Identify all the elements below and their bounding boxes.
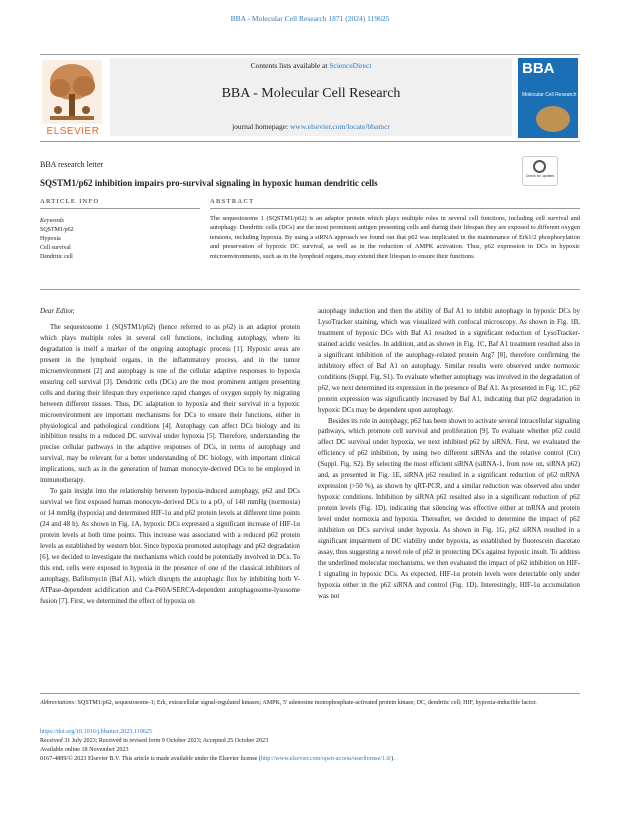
abbreviations-label: Abbreviations: [40,700,76,706]
doi-link[interactable]: https://doi.org/10.1016/j.bbamcr.2023.119625 [40,729,152,735]
check-for-updates-badge[interactable] [522,156,558,186]
license-link[interactable]: http://www.elsevier.com/open-access/userlicense/1.0/ [260,756,392,762]
copyright-prefix: 0167-4889/© 2023 Elsevier B.V. This article is made available under the Elsevier license ( [40,756,261,762]
homepage-line [110,122,512,131]
abstract-bottom-rule [40,289,580,290]
available-online: Available online 18 November 2023 [40,747,129,753]
keyword: SQSTM1/p62 [40,227,74,233]
contents-prefix: Contents lists available at [250,61,330,70]
keyword: Hypoxia [40,236,61,242]
abstract-heading: ABSTRACT [210,198,255,205]
running-header: BBA - Molecular Cell Research 1871 (2024) 119625 [230,14,390,23]
keyword: Dendritic cell [40,254,73,260]
journal-name: BBA - Molecular Cell Research [221,86,401,101]
body-paragraph: To gain insight into the relationship between hypoxia-induced autophagy, p62 and DCs survival we first exposed human monocyte-derived DCs to a pO₂ of 140 mmHg (normoxia) or 14 mmHg (hypoxia) and determined HIF-1α and p62 protein levels at different time points (24 and 48 h). As shown in Fig. 1A, hypoxic DCs expressed a significant increase of HIF-1α protein levels at both time points. This increase was associated with a reduced p62 protein levels as established by western blot. Since hypoxia promoted autophagy and p62 degradation [6], we decided to investigate the mechanisms which could be potentially involved in DCs. To this end, cells were exposed to hypoxia in the presence of one of the classical inhibitors of autophagy, Bafilomycin (Baf A1), which disrupts the autophagic flux by inhibiting both V-ATPase-dependent acidification and Ca-P60A/SERCA-dependent autophagosome-lysosome fusion [7]. First, we determined the effect of hypoxia on [40,488,300,605]
keywords-heading: Keywords [40,218,64,224]
check-updates-icon [533,160,546,173]
body-right-column [318,307,580,603]
body-paragraph: Besides its role in autophagy, p62 has been shown to activate several intracellular signaling pathways, which promote cell survival and proliferation [9]. To evaluate whether p62 could affect DC survival under hypoxia, we next inhibited p62 by siRNA. First, we evaluated the efficiency of p62 inhibition, by using two different siRNAs and the relative control (Ctr) (Suppl. Fig. S2). By selecting the most efficient siRNA (siRNA-1, from now on, siRNA p62) and, as presented in Fig. 1E, siRNA p62 resulted in a significant reduction of p62 mRNA expression (>50 %), as shown by qRT-PCR, and a similar reduction was observed also under hypoxic conditions. Inhibition by siRNA p62 resulted also in a significant reduction of p62 protein levels (Fig. 1D), indicating that silencing was effective either at mRNA and protein level under normoxia and hypoxia. Thereafter, we decided to determine the impact of p62 inhibition on DCs survival under hypoxia. As shown in Fig. 1G, p62 siRNA resulted in a significant impairment of DC viability under hypoxia, as established by fluorescein diacetate assay, thus suggesting a novel role of p62 in protecting DCs against hypoxic insult. To address the underlined molecular mechanisms, we then evaluated the impact of p62 inhibition on HIF-1 signaling in hypoxic DCs. As expected, HIF-1α protein levels were detectable only under hypoxia either in the p62 siRNA and control (Fig. 1D). Interestingly, HIF-1α accumulation was not [318,417,580,600]
article-title: SQSTM1/p62 inhibition impairs pro-survival signaling in hypoxic human dendritic cells [40,178,378,188]
article-type: BBA research letter [40,160,104,169]
copyright-line [40,755,580,764]
contents-line [110,61,512,70]
publisher-name: ELSEVIER [46,126,100,137]
salutation: Dear Editor, [40,308,75,315]
keyword: Cell survival [40,245,71,251]
sciencedirect-link[interactable]: ScienceDirect [329,61,372,70]
keywords-block [40,217,74,262]
copyright-suffix: ). [391,756,395,762]
homepage-link[interactable]: www.elsevier.com/locate/bbamcr [290,122,390,131]
cover-subtitle: Molecular Cell Research [522,92,577,98]
abbreviations-text: SQSTM1/p62, sequestosome-1; Erk, extracellular signal-regulated kinases; AMPK, 5′ adenosine monophosphate-activated protein kinase; DC, dendritic cell; HIF, hypoxia-inducible factor. [76,700,537,706]
cover-title: BBA [522,60,555,77]
received-dates: Received 31 July 2023; Received in revised form 9 October 2023; Accepted 25 October 2023 [40,738,269,744]
body-paragraph: autophagy induction and then the ability of Baf A1 to inhibit autophagy in hypoxic DCs by LysoTracker staining, which was visualized with confocal microscopy. As shown in Fig. 1B, treatment of hypoxic DCs with Baf A1 resulted in a significant reduction of LysoTracker- stained acidic vesicles. In addition, and as shown in Fig. 1C, Baf A1 treatment resulted also in a significant inhibition of the autophagy-related protein Atg7 [8], therefore confirming the inhibitory effect of Baf A1 on autophagy. Similar results were observed under normoxic conditions (Suppl. Fig. S1). To evaluate whether autophagy was involved in the degradation of p62, we next determined its expression in the presence of Baf A1. As presented in Fig. 1C, p62 protein expression was significantly increased by Baf A1, indicating that p62 degradation in hypoxic DCs may be dependent upon autophagy. [318,308,580,414]
homepage-prefix: journal homepage: [232,122,290,131]
info-rule [40,208,200,209]
abstract-rule [210,208,580,209]
footnote-rule [40,693,580,694]
abbreviations-footnote [40,699,580,708]
elsevier-tree-logo [42,60,102,136]
article-info-heading: ARTICLE INFO [40,198,100,205]
body-left-column [40,307,300,608]
journal-cover [518,58,578,138]
body-paragraph: The sequestosome 1 (SQSTM1/p62) (hence referred to as p62) is an adaptor protein which plays multiple roles in several cell functions, including autophagy, where its degradation is itself a marker of the ongoing autophagic process [1]. Hypoxic areas are present in the lymphoid organs, in the inflammatory process, and in the tumor microenvironment [2] and autophagy is one of the cellular adaptive responses to hypoxia ensuring cell survival [3]. Dendritic cells (DCs) are the most prominent antigen presenting cells and during their lifespan they experience rapid changes of oxygen supply by migrating between different tissues. Thus, DC adaptation to hypoxia and their survival in a hypoxic microenvironment are important mechanisms for DCs to ensure their functions, either in physiological and pathological conditions [4]. Autophagy can affect DCs biology and its inhibition results in a reduced DC survival under hypoxia [5]. Therefore, understanding the precise cellular pathways in the adaptive responses of DCs, in terms of autophagy and survival, may be relevant for a better understanding of DC biology, with important clinical implications, such as in the generation of human monocyte-derived DCs to be employed in immunotherapy. [40,323,300,485]
cover-image [536,106,570,132]
check-updates-label: Check for updates [525,174,555,178]
abstract-text: The sequestosome 1 (SQSTM1/p62) is an adaptor protein which plays multiple roles in several cell functions, including cell survival and autophagy. Dendritic cells (DCs) are the most prominent antigen presenting cells and during their lifespan they are exposed to different oxygen tensions, including hypoxia. By using a siRNA approach we found out that p62 was implicated in the maintenance of Erk1/2 phosphorylation and preservation of hypoxic DC survival, as well as in the reduction of AMPK activation. Thus, p62 expression in DCs in hypoxic microenvironments, such as in the lymphoid organs, may extend their lifespan to ensure their functions. [210,215,580,260]
